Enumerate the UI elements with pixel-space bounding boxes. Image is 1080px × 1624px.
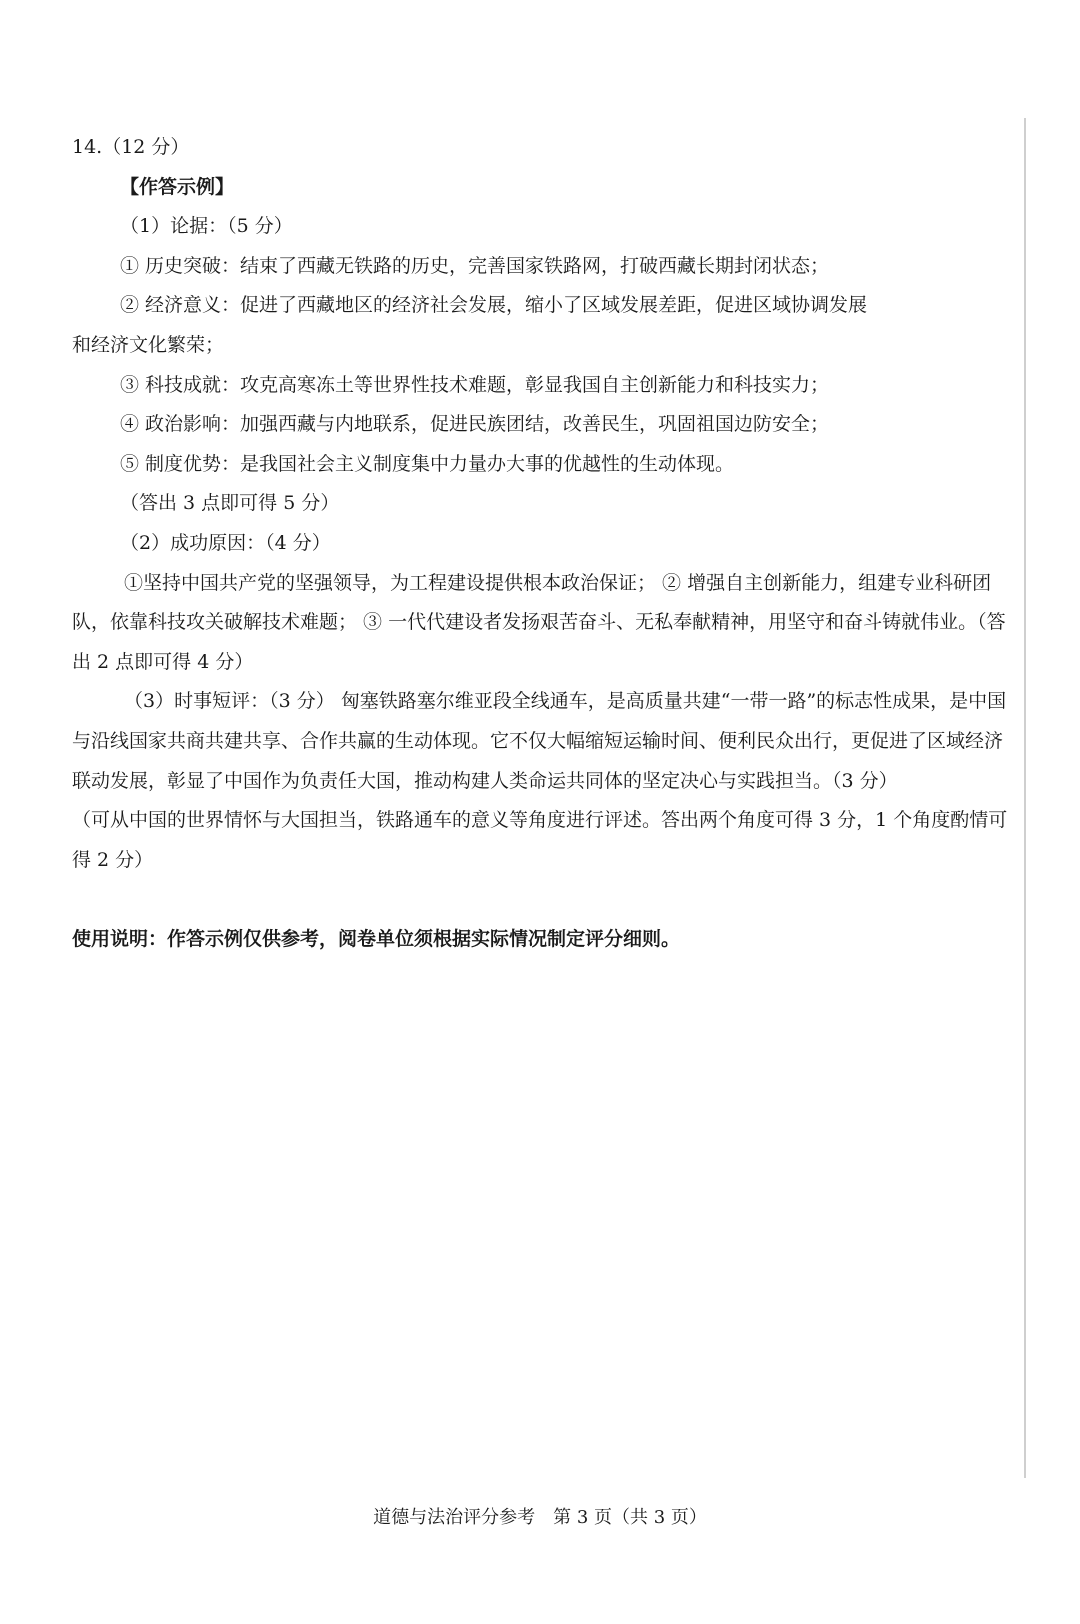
spacer: [72, 880, 1008, 920]
usage-notice: 使用说明：作答示例仅供参考，阅卷单位须根据实际情况制定评分细则。: [72, 929, 681, 951]
part3-note: （可从中国的世界情怀与大国担当，铁路通车的意义等角度进行评述。答出两个角度可得 3 分，1 个角度酌情可得 2 分）: [72, 809, 1008, 871]
answer-content: [72, 128, 1008, 960]
part1-item: ① 历史突破：结束了西藏无铁路的历史，完善国家铁路网，打破西藏长期封闭状态；: [120, 254, 830, 277]
part2-heading: （2）成功原因：（4 分）: [120, 531, 331, 554]
part3-text: （3）时事短评：（3 分） 匈塞铁路塞尔维亚段全线通车，是高质量共建“一带一路”的标志性成果，是中国与沿线国家共商共建共享、合作共赢的生动体现。它不仅大幅缩短运输时间、便利民众出行，更促进了区域经济联动发展，彰显了中国作为负责任大国，推动构建人类命运共同体的坚定决心与实践担当。（3 分）: [72, 690, 1007, 792]
page-edge-rule: [1024, 118, 1026, 1478]
part1-item: ② 经济意义：促进了西藏地区的经济社会发展，缩小了区域发展差距，促进区域协调发展: [120, 294, 868, 317]
example-header: 【作答示例】: [120, 175, 235, 198]
page-footer: 道德与法治评分参考 第 3 页（共 3 页）: [373, 1507, 707, 1528]
part1-note: （答出 3 点即可得 5 分）: [120, 492, 340, 515]
question-number: 14.（12 分）: [72, 136, 190, 158]
part1-item: ④ 政治影响：加强西藏与内地联系，促进民族团结，改善民生，巩固祖国边防安全；: [120, 413, 830, 436]
part2-text: ①坚持中国共产党的坚强领导，为工程建设提供根本政治保证； ② 增强自主创新能力，组建专业科研团队，依靠科技攻关破解技术难题； ③ 一代代建设者发扬艰苦奋斗、无私奉献精神，用坚守和奋斗铸就伟业。（答出 2 点即可得 4 分）: [72, 571, 1006, 673]
part1-item: ③ 科技成就：攻克高寒冻土等世界性技术难题，彰显我国自主创新能力和科技实力；: [120, 373, 830, 396]
part1-item: ⑤ 制度优势：是我国社会主义制度集中力量办大事的优越性的生动体现。: [120, 452, 735, 475]
part1-item-continuation: 和经济文化繁荣；: [72, 333, 225, 356]
part1-heading: （1）论据：（5 分）: [120, 215, 293, 238]
